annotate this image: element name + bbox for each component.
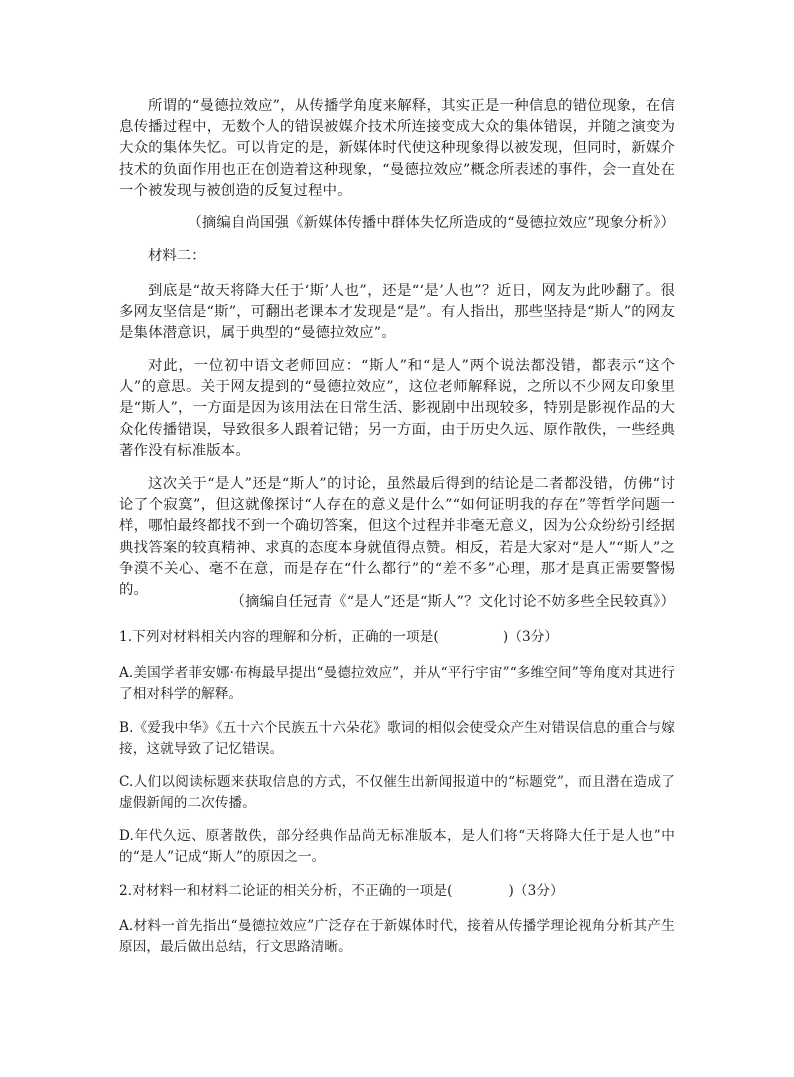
source-citation-one: （摘编自尚国强《新媒体传播中群体失忆所造成的“曼德拉效应”现象分析》）: [187, 215, 675, 231]
question-1-option-d: D.年代久远、原著散佚，部分经典作品尚无标准版本，是人们将“天将降大任于是人也”中的“是人”记成“斯人”的原因之一。: [119, 828, 675, 865]
question-1-option-c: C.人们以阅读标题来获取信息的方式，不仅催生出新闻报道中的“标题党”，而且潜在造成了虚假新闻的二次传播。: [119, 774, 675, 811]
question-2-stem-text: 2.对材料一和材料二论证的相关分析，不正确的一项是(: [119, 883, 453, 899]
question-2-stem: [119, 881, 675, 902]
material-two-paragraph-2: 对此，一位初中语文老师回应：“斯人”和“是人”两个说法都没错，都表示“这个人”的意思。关于网友提到的“曼德拉效应”，这位老师解释说，之所以不少网友印象里是“斯人”，一方面是因为该用法在日常生活、影视剧中出现较多，特别是影视作品的大众化传播错误，导致很多人跟着记错；另一方面，由于历史久远、原作散佚，一些经典著作没有标准版本。: [119, 358, 675, 459]
question-1-option-b: B.《爱我中华》《五十六个民族五十六朵花》歌词的相似会使受众产生对错误信息的重合与嫁接，这就导致了记忆错误。: [119, 720, 675, 757]
question-2-score: )（3分）: [508, 883, 564, 899]
question-1-stem: [119, 627, 675, 648]
material-one-paragraph: 所谓的“曼德拉效应”，从传播学角度来解释，其实正是一种信息的错位现象，在信息传播过程中，无数个人的错误被媒介技术所连接变成大众的集体错误，并随之演变为大众的集体失忆。可以肯定的是，新媒体时代使这种现象得以被发现，但同时，新媒介技术的负面作用也正在创造着这种现象，“曼德拉效应”概念所表述的事件，会一直处在一个被发现与被创造的反复过程中。: [119, 98, 675, 199]
question-1-option-a: A.美国学者菲安娜·布梅最早提出“曼德拉效应”，并从“平行宇宙”“多维空间”等角度对其进行了相对科学的解释。: [119, 665, 675, 702]
material-two-paragraph-1: 到底是“故天将降大任于‘斯’人也”，还是“‘是’人也”？近日，网友为此吵翻了。很多网友坚信是“斯”，可翻出老课本才发现是“是”。有人指出，那些坚持是“斯人”的网友是集体潜意识，属于典型的“曼德拉效应”。: [119, 283, 675, 342]
source-citation-two: （摘编自任冠青《“是人”还是“斯人”？文化讨论不妨多些全民较真》）: [230, 594, 675, 610]
material-two-paragraph-3: 这次关于“是人”还是“斯人”的讨论，虽然最后得到的结论是二者都没错，仿佛“讨论了个寂寞”，但这就像探讨“人存在的意义是什么”“如何证明我的存在”等哲学问题一样，哪怕最终都找不到一个确切答案，但这个过程并非毫无意义，因为公众纷纷引经据典找答案的较真精神、求真的态度本身就值得点赞。相反，若是大家对“是人”“斯人”之争漠不关心、毫不在意，而是存在“什么都行”的“差不多”心理，那才是真正需要警惕的。: [119, 476, 675, 599]
question-1-stem-text: 1.下列对材料相关内容的理解和分析，正确的一项是(: [119, 629, 439, 645]
question-1-score: )（3分）: [502, 629, 559, 645]
material-two-label: 材料二：: [148, 248, 206, 264]
question-2-option-a: A.材料一首先指出“曼德拉效应”广泛存在于新媒体时代，接着从传播学理论视角分析其产生原因，最后做出总结，行文思路清晰。: [119, 918, 675, 955]
